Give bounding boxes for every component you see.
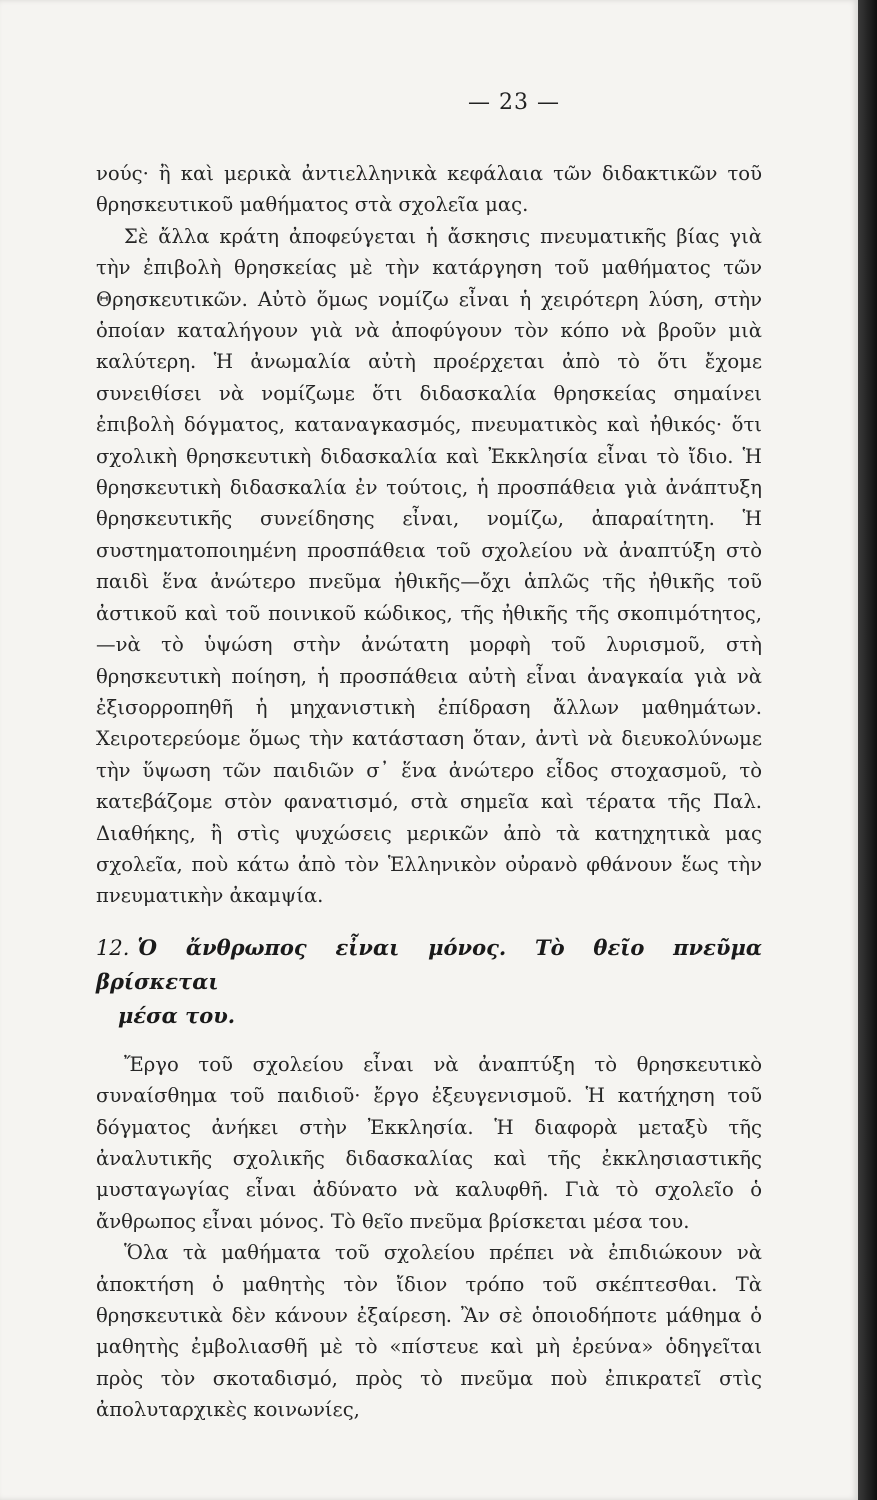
paragraph: Ἔργο τοῦ σχολείου εἶναι νὰ ἀναπτύξη τὸ θρησκευτικὸ συναίσθημα τοῦ παιδιοῦ· ἔργο ἐξευγενισμοῦ. Ἡ κατήχηση τοῦ δόγματος ἀνήκει στὴν Ἐκκλησία. Ἡ διαφορὰ μεταξὺ τῆς ἀναλυτικῆς σχολικῆς διδασκαλίας καὶ τῆς ἐκκλησιαστικῆς μυσταγωγίας εἶναι ἀδύνατο νὰ καλυφθῆ. Γιὰ τὸ σχολεῖο ὁ ἄνθρωπος εἶναι μόνος. Τὸ θεῖο πνεῦμα βρίσκεται μέσα του. (96, 1052, 762, 1233)
section-title-line1: Ὁ ἄνθρωπος εἶναι μόνος. Τὸ θεῖο πνεῦμα βρίσκεται (96, 934, 762, 994)
page-edge (858, 0, 877, 1500)
paragraph: Ὅλα τὰ μαθήματα τοῦ σχολείου πρέπει νὰ ἐπιδιώκουν νὰ ἀποκτήση ὁ μαθητὴς τὸν ἴδιον τρόπο τοῦ σκέπτεσθαι. Τὰ θρησκευτικὰ δὲν κάνουν ἐξαίρεση. Ἂν σὲ ὁποιοδήποτε μάθημα ὁ μαθητὴς ἐμβολιασθῆ μὲ τὸ «πίστευε καὶ μὴ ἐρεύνα» ὁδηγεῖται πρὸς τὸν σκοταδισμό, πρὸς τὸ πνεῦμα ποὺ ἐπικρατεῖ στὶς ἀπολυταρχικὲς κοινωνίες, (96, 1241, 762, 1422)
section-title-line2: μέσα του. (118, 1002, 236, 1028)
paragraph: Σὲ ἄλλα κράτη ἀποφεύγεται ἡ ἄσκησις πνευματικῆς βίας γιὰ τὴν ἐπιβολὴ θρησκείας μὲ τὴν κατάργηση τοῦ μαθήματος τῶν Θρησκευτικῶν. Αὐτὸ ὅμως νομίζω εἶναι ἡ χειρότερη λύση, στὴν ὁποίαν καταλήγουν γιὰ νὰ ἀποφύγουν τὸν κόπο νὰ βροῦν μιὰ καλύτερη. Ἡ ἀνωμαλία αὐτὴ προέρχεται ἀπὸ τὸ ὅτι ἔχομε συνειθίσει νὰ νομίζωμε ὅτι διδασκαλία θρησκείας σημαίνει ἐπιβολὴ δόγματος, καταναγκασμός, πνευματικὸς καὶ ἠθικός· ὅτι σχολικὴ θρησκευτικὴ διδασκαλία καὶ Ἐκκλησία εἶναι τὸ ἴδιο. Ἡ θρησκευτικὴ διδασκαλία ἐν τούτοις, ἡ προσπάθεια γιὰ ἀνάπτυξη θρησκευτικῆς συνείδησης εἶναι, νομίζω, ἀπαραίτητη. Ἡ συστηματοποιημένη προσπάθεια τοῦ σχολείου νὰ ἀναπτύξη στὸ παιδὶ ἕνα ἀνώτερο πνεῦμα ἠθικῆς—ὄχι ἁπλῶς τῆς ἠθικῆς τοῦ ἀστικοῦ καὶ τοῦ ποινικοῦ κώδικος, τῆς ἠθικῆς τῆς σκοπιμότητος,—νὰ τὸ ὑψώση στὴν ἀνώτατη μορφὴ τοῦ λυρισμοῦ, στὴ θρησκευτικὴ ποίηση, ἡ προσπάθεια αὐτὴ εἶναι ἀναγκαία γιὰ νὰ ἐξισορροπηθῆ ἡ μηχανιστικὴ ἐπίδραση ἄλλων μαθημάτων. Χειροτερεύομε ὅμως τὴν κατάσταση ὅταν, ἀντὶ νὰ διευκολύνωμε τὴν ὕψωση τῶν παιδιῶν σ᾿ ἕνα ἀνώτερο εἶδος στοχασμοῦ, τὸ κατεβάζομε στὸν φανατισμό, στὰ σημεῖα καὶ τέρατα τῆς Παλ. Διαθήκης, ἢ στὶς ψυχώσεις μερικῶν ἀπὸ τὰ κατηχητικὰ μας σχολεῖα, ποὺ κάτω ἀπὸ τὸν Ἑλληνικὸν οὐρανὸ φθάνουν ἕως τὴν πνευματικὴν ἀκαμψία. (96, 224, 762, 908)
section-heading (96, 931, 762, 1033)
page-number: — 23 — (468, 90, 560, 115)
page-content (96, 158, 762, 1426)
paragraph-continued: νούς· ἢ καὶ μερικὰ ἀντιελληνικὰ κεφάλαια τῶν διδακτικῶν τοῦ θρησκευτικοῦ μαθήματος στὰ σχολεῖα μας. (96, 162, 762, 217)
section-number: 12. (96, 935, 130, 960)
